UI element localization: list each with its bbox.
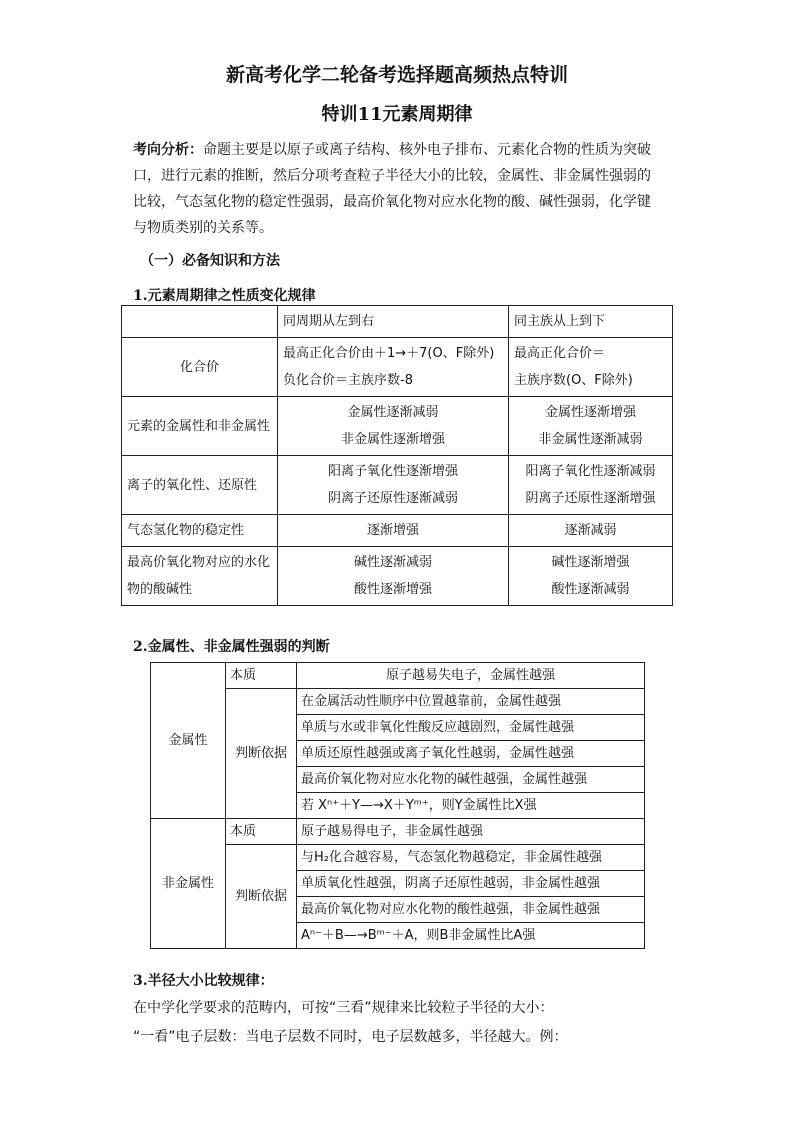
metal-label: 金属性 bbox=[151, 663, 226, 819]
table-cell: 若 Xⁿ⁺＋Y—→X＋Yᵐ⁺，则Y金属性比X强 bbox=[297, 793, 645, 819]
nonmetal-label: 非金属性 bbox=[151, 819, 226, 949]
row-label: 化合价 bbox=[122, 338, 278, 397]
row-label: 元素的金属性和非金属性 bbox=[122, 397, 278, 456]
table-row bbox=[151, 819, 645, 845]
nonmetal-essence: 原子越易得电子，非金属性越强 bbox=[297, 819, 645, 845]
table-cell: 阳离子氧化性逐渐增强 阴离子还原性逐渐减弱 bbox=[278, 456, 509, 515]
table-cell: 金属性逐渐减弱 非金属性逐渐增强 bbox=[278, 397, 509, 456]
intro-text: 命题主要是以原子或离子结构、核外电子排布、元素化合物的性质为突破口，进行元素的推断，然后分项考查粒子半径大小的比较，金属性、非金属性强弱的比较，气态氢化物的稳定性强弱，最高价氧化物对应水化物的酸、碱性强弱，化学键与物质类别的关系等。 bbox=[133, 142, 651, 236]
table-row bbox=[122, 547, 673, 606]
table-row bbox=[122, 456, 673, 515]
table-cell: 最高正化合价由＋1→＋7(O、F除外) 负化合价＝主族序数-8 bbox=[278, 338, 509, 397]
page-subtitle: 特训11元素周期律 bbox=[321, 104, 473, 125]
basis-label: 判断依据 bbox=[226, 689, 297, 819]
table-cell: 金属性逐渐增强 非金属性逐渐减弱 bbox=[509, 397, 673, 456]
table-cell bbox=[122, 306, 278, 338]
intro-paragraph bbox=[133, 137, 663, 241]
table-cell: 最高价氧化物对应水化物的碱性越强，金属性越强 bbox=[297, 767, 645, 793]
metallicity-table bbox=[150, 662, 645, 949]
table-cell: 单质与水或非氧化性酸反应越剧烈，金属性越强 bbox=[297, 715, 645, 741]
table-row bbox=[122, 397, 673, 456]
table-cell: Aⁿ⁻＋B—→Bᵐ⁻＋A，则B非金属性比A强 bbox=[297, 923, 645, 949]
heading-metallicity: 2.金属性、非金属性强弱的判断 bbox=[133, 639, 330, 655]
page-title: 新高考化学二轮备考选择题高频热点特训 bbox=[225, 64, 568, 86]
table-header-group: 同主族从上到下 bbox=[509, 306, 673, 338]
essence-label: 本质 bbox=[226, 819, 297, 845]
table-row bbox=[151, 845, 645, 871]
table-row bbox=[151, 689, 645, 715]
periodic-law-table bbox=[121, 305, 673, 606]
body-line: “一看”电子层数：当电子层数不同时，电子层数越多，半径越大。例： bbox=[133, 1029, 568, 1045]
table-cell: 单质还原性越强或离子氧化性越弱，金属性越强 bbox=[297, 741, 645, 767]
body-line: 在中学化学要求的范畴内，可按“三看”规律来比较粒子半径的大小： bbox=[133, 1000, 554, 1016]
table-header-period: 同周期从左到右 bbox=[278, 306, 509, 338]
table-cell: 最高正化合价＝ 主族序数(O、F除外) bbox=[509, 338, 673, 397]
table-row bbox=[122, 515, 673, 547]
intro-label: 考向分析： bbox=[133, 142, 203, 158]
table-cell: 阳离子氧化性逐渐减弱 阴离子还原性逐渐增强 bbox=[509, 456, 673, 515]
table-cell: 逐渐减弱 bbox=[509, 515, 673, 547]
table-row bbox=[122, 338, 673, 397]
row-label: 离子的氧化性、还原性 bbox=[122, 456, 278, 515]
table-cell: 最高价氧化物对应水化物的酸性越强，非金属性越强 bbox=[297, 897, 645, 923]
heading-radius: 3.半径大小比较规律： bbox=[133, 973, 274, 989]
metal-essence: 原子越易失电子，金属性越强 bbox=[297, 663, 645, 689]
basis-label: 判断依据 bbox=[226, 845, 297, 949]
table-cell: 逐渐增强 bbox=[278, 515, 509, 547]
essence-label: 本质 bbox=[226, 663, 297, 689]
table-cell: 与H₂化合越容易，气态氢化物越稳定，非金属性越强 bbox=[297, 845, 645, 871]
table-cell: 单质氧化性越强，阴离子还原性越弱，非金属性越强 bbox=[297, 871, 645, 897]
section-heading: （一）必备知识和方法 bbox=[140, 253, 280, 269]
row-label: 气态氢化物的稳定性 bbox=[122, 515, 278, 547]
table-row bbox=[122, 306, 673, 338]
table-row bbox=[151, 663, 645, 689]
row-label: 最高价氧化物对应的水化物的酸碱性 bbox=[122, 547, 278, 606]
table-cell: 在金属活动性顺序中位置越靠前，金属性越强 bbox=[297, 689, 645, 715]
table-cell: 碱性逐渐增强 酸性逐渐减弱 bbox=[509, 547, 673, 606]
table-cell: 碱性逐渐减弱 酸性逐渐增强 bbox=[278, 547, 509, 606]
heading-periodic-law: 1.元素周期律之性质变化规律 bbox=[133, 288, 316, 304]
